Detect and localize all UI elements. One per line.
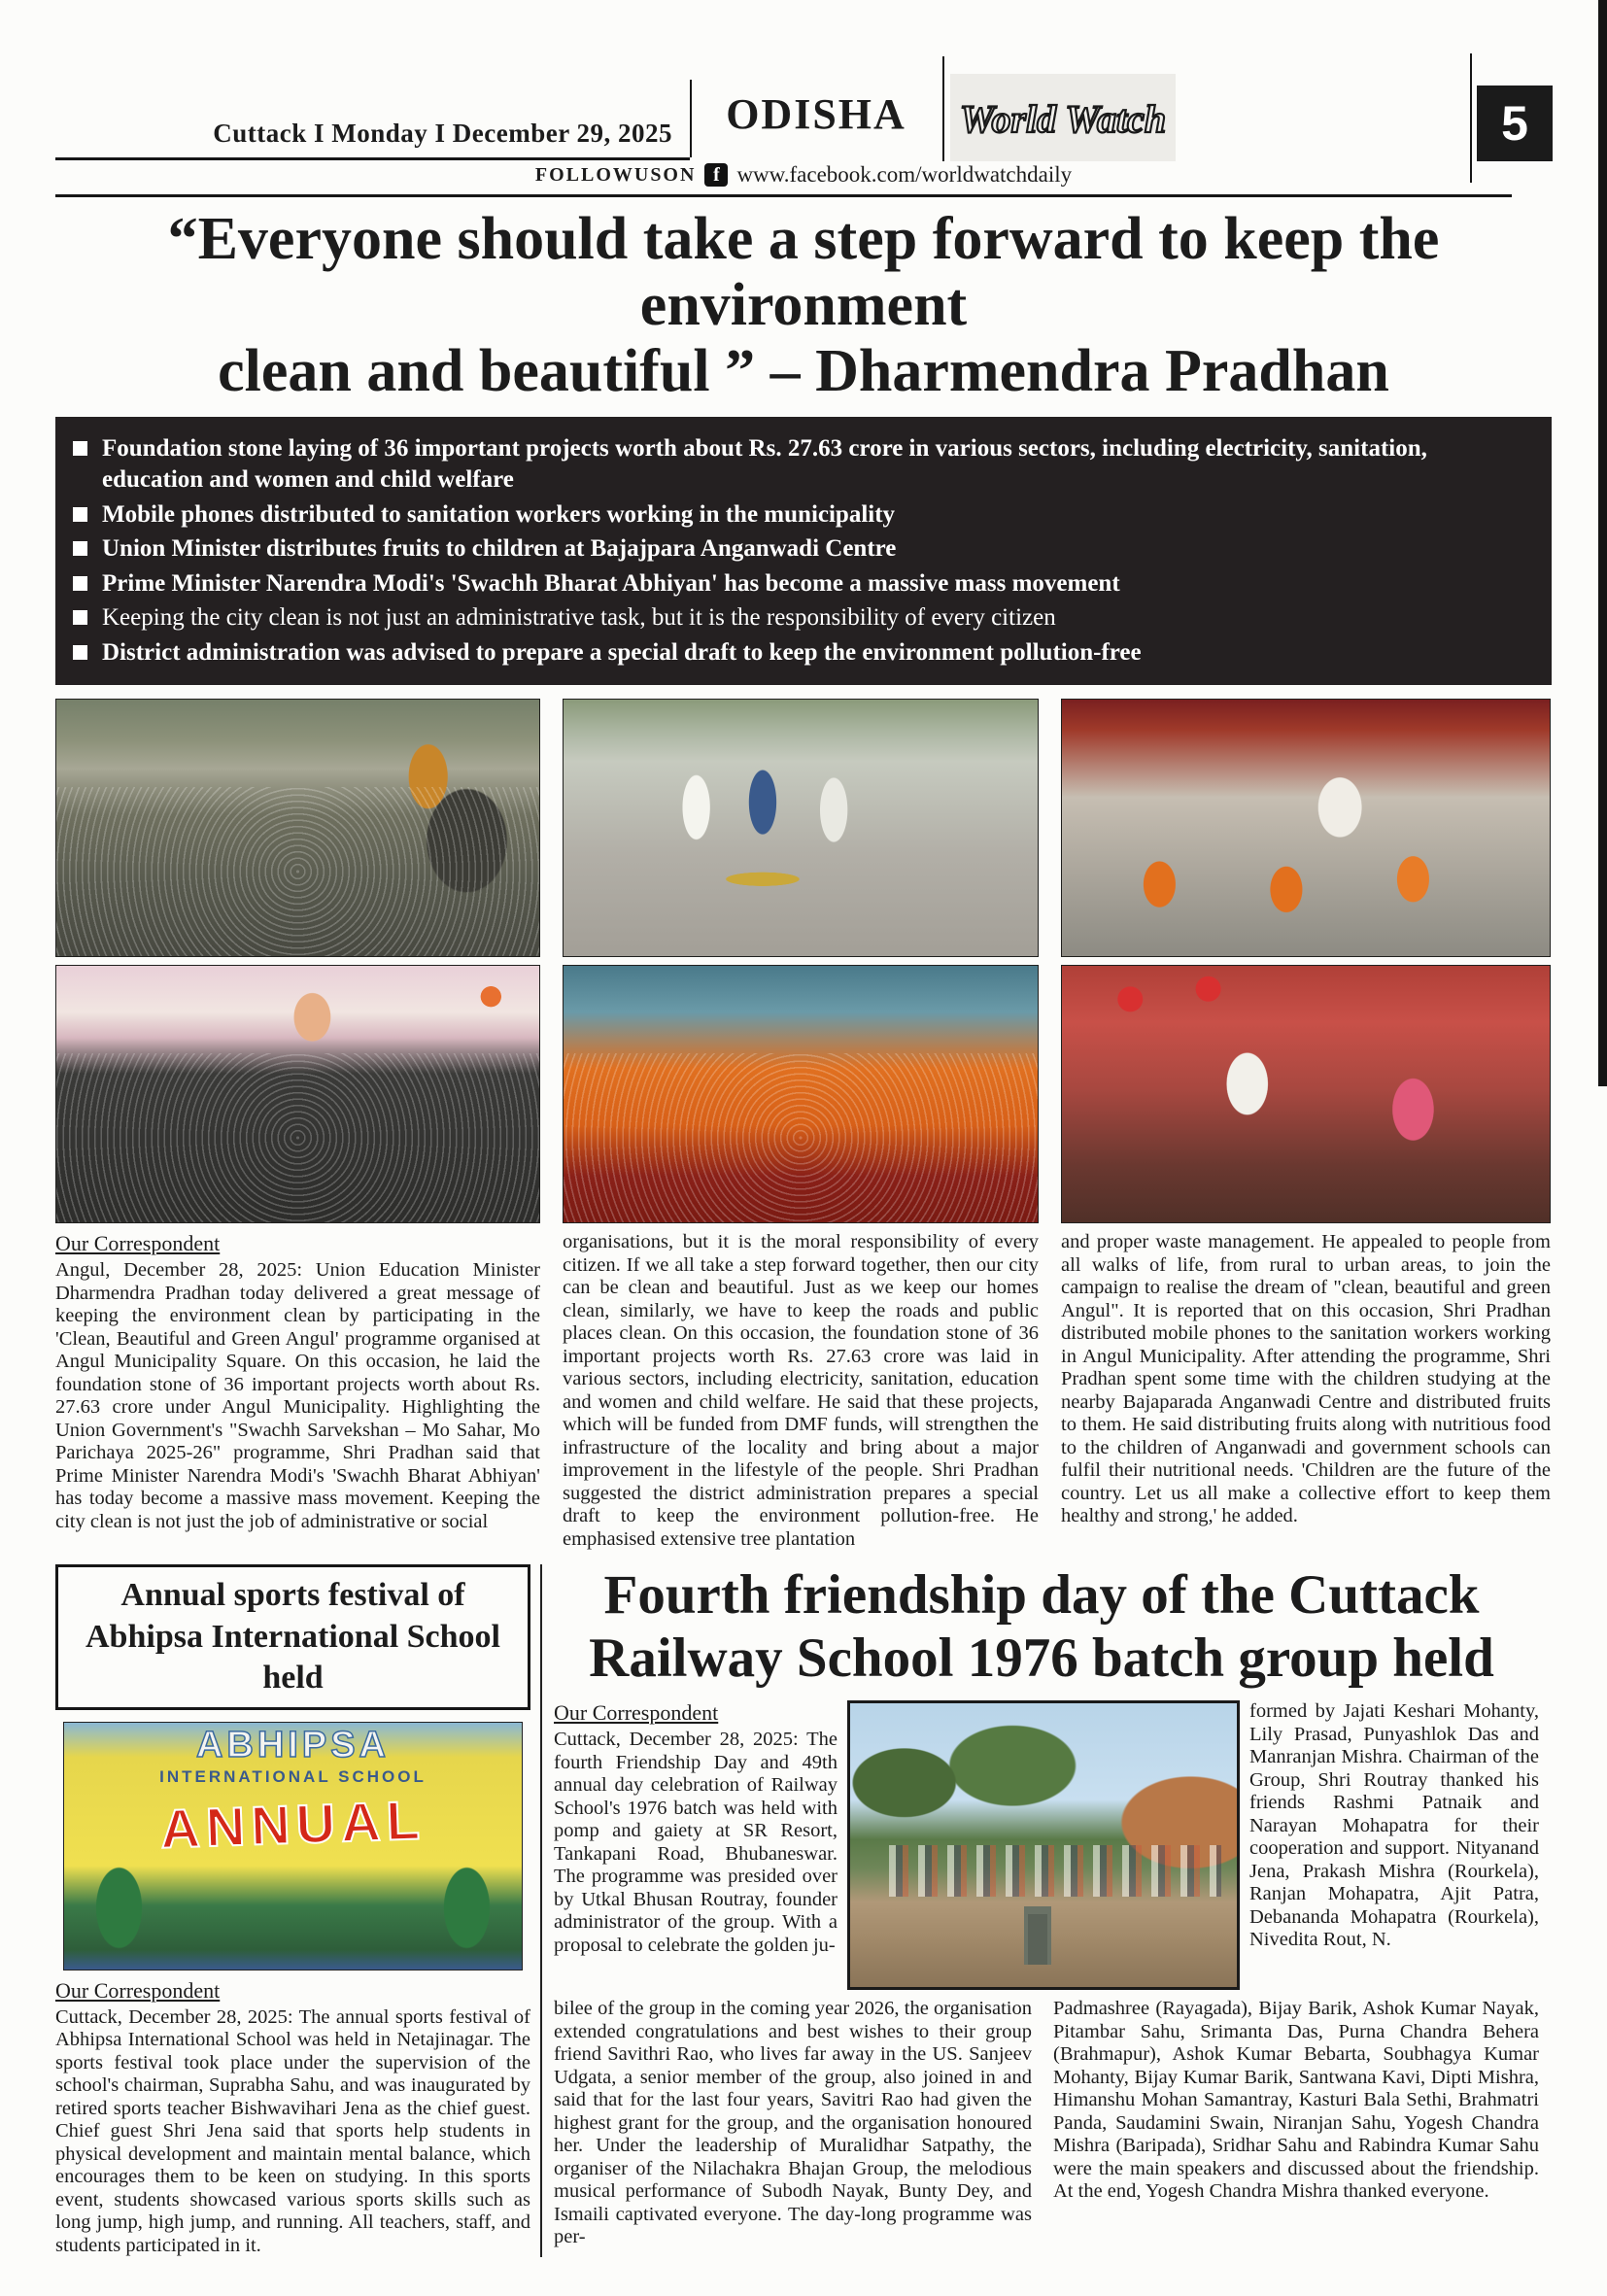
friendship-body-below-left: bilee of the group in the coming year 2026, the organisation extended congratulations and best wishes to their group friend Savithri Rao, who lives far away in the US. Sanjeev Udgata, a senior member of the group, also joined in and said that for the last four years, Savitri Rao had given the highest grant for the group, and the organisation honoured her. Under the leadership of Muralidhar Satpathy, the organiser of the Nilachakra Bhajan Group, the melodious musical performance of Subodh Nayak, Bunty Dey, and Ismaili captivated everyone. The day-long programme was per-: [554, 1998, 1032, 2247]
section-title: ODISHA: [726, 90, 906, 138]
friendship-body-below-right: Padmashree (Rayagada), Bijay Barik, Ashok Kumar Nayak, Pitambar Sahu, Srimanta Das, Purna Chandra Behera (Brahmapur), Ashok Kumar Bebarta, Soubhagya Kumar Mohanty, Bijay Kumar Barik, Santwana Kavi, Dipti Mishra, Himanshu Mohan Samantray, Kasturi Bala Sethi, Brahmatri Panda, Saudamini Swain, Niranjan Sahu, Yogesh Chandra Mishra (Baripada), Sridhar Sahu and Rabindra Kumar Sahu were the main speakers and discussed about the friendship. At the end, Yogesh Chandra Mishra thanked everyone.: [1053, 1998, 1539, 2202]
group-of-people: [889, 1845, 1221, 1897]
banner-school-sub: INTERNATIONAL SCHOOL: [159, 1766, 427, 1786]
lead-headline-line2: clean and beautiful ” – Dharmendra Pradhan: [218, 338, 1389, 405]
photo-railway-batch-group: [847, 1700, 1240, 1990]
byline: Our Correspondent: [55, 1977, 221, 2003]
photo-sanitation-workers: [563, 965, 1039, 1223]
logo-art: [952, 78, 1174, 157]
highlight-item: [73, 533, 1534, 565]
crowd-texture: [564, 1053, 1038, 1222]
bullet-square-icon: [73, 576, 87, 591]
byline: Our Correspondent: [554, 1700, 719, 1725]
friendship-lower-row: [554, 1998, 1539, 2249]
photo-road-sweeping: [563, 699, 1039, 957]
bullet-square-icon: [73, 645, 87, 660]
lead-body-col3: and proper waste management. He appealed to people from all walks of life, from rural to urban areas, to join the campaign to realise the dream of "clean, beautiful and green Angul". It is reported that on this occasion, Shri Pradhan distributed mobile phones to the sanitation workers working in Angul Municipality. After attending the programme, Shri Pradhan spent some time with the children studying at the nearby Bajaparada Anganwadi Centre and distributed fruits to them. He said distributing fruits along with nutritious food to the children of Anganwadi and government schools can fulfil their nutritional needs. 'Children are the future of the country. Let us all make a collective effort to keep them healthy and strong,' he added.: [1061, 1231, 1551, 1527]
bullet-square-icon: [73, 610, 87, 625]
bottom-section: [55, 1564, 1552, 2257]
follow-line: [55, 162, 1552, 188]
masthead: [0, 0, 1607, 198]
sports-headline: Annual sports festival of Abhipsa International School held: [55, 1564, 530, 1710]
logo-text: World Watch: [959, 97, 1167, 141]
friendship-headline-line1: Fourth friendship day of the Cuttack: [603, 1564, 1480, 1627]
friendship-left-column: [554, 1700, 838, 1990]
photo-abhipsa-sports-festival: [63, 1722, 523, 1970]
lead-photo-grid: [55, 699, 1552, 1223]
lead-headline: [55, 206, 1552, 405]
page-number: 5: [1477, 86, 1553, 161]
friendship-body-right: formed by Jajati Keshari Mohanty, Lily Prasad, Punyashlok Das and Manranjan Mishra. Chairman of the Group, Shri Routray thanked his friends Rashmi Patnaik and Narayan Mohapatra for their cooperation and support. Nityanand Jena, Prakash Mishra (Rourkela), Ranjan Mohapatra, Ajit Patra, Debananda Mohapatra (Rourkela), Nivedita Rout, N.: [1249, 1700, 1539, 1950]
friendship-headline: [554, 1564, 1529, 1691]
divider: [942, 56, 944, 161]
highlight-item: [73, 568, 1534, 600]
lead-column-2: [563, 1231, 1039, 1551]
facebook-icon: f: [704, 163, 728, 187]
facebook-url: www.facebook.com/worldwatchdaily: [736, 162, 1073, 187]
newspaper-logo: [950, 74, 1176, 161]
crowd-texture: [56, 787, 539, 956]
bullet-square-icon: [73, 541, 87, 556]
lead-story-columns: [55, 1231, 1552, 1551]
highlight-text: District administration was advised to prepare a special draft to keep the environment pollution-free: [102, 638, 1142, 666]
photo-crowd-at-statue: [55, 699, 540, 957]
lead-headline-line1: “Everyone should take a step forward to keep the environment: [167, 206, 1440, 339]
highlight-text: Prime Minister Narendra Modi's 'Swachh Bharat Abhiyan' has become a massive mass movement: [102, 569, 1120, 597]
highlight-text: Union Minister distributes fruits to children at Bajajpara Anganwadi Centre: [102, 535, 897, 563]
photo-fruit-distribution: [1061, 965, 1551, 1223]
sports-body: Cuttack, December 28, 2025: The annual sports festival of Abhipsa International School was held in Netajinagar. The sports festival took place under the supervision of the school's chairman, Suprabha Sahu, and was inaugurated by retired sports teacher Bishwavihari Jena as the chief guest. Chief guest Shri Jena said that sports help students in physical development and maintain mental balance, which encourages them to be keen on studying. In this sports event, students showcased various sports skills such as long jump, high jump, and running. All teachers, staff, and students participated in it.: [55, 2005, 530, 2256]
bullet-square-icon: [73, 441, 87, 456]
highlight-item: [73, 499, 1534, 531]
lead-body-col2: organisations, but it is the moral responsibility of every citizen. If we all take a step forward together, then our city can be clean and beautiful. Just as we keep our homes clean, similarly, we have to keep the roads and public places clean. On this occasion, the foundation stone of 36 important projects worth Rs. 27.63 crore was laid in various sectors, including electricity, sanitation, education and women and child welfare. He said that these projects, which will be funded from DMF funds, will strengthen the infrastructure of the locality and bring about a major improvement in the lifestyle of the people. Shri Pradhan suggested the district administration prepares a special draft to keep the environment pollution-free. He emphasised extensive tree plantation: [563, 1231, 1039, 1550]
friendship-story: [540, 1564, 1539, 2257]
crowd-texture: [56, 1053, 539, 1222]
lamp-bollard: [1028, 1914, 1047, 1965]
highlight-text: Mobile phones distributed to sanitation workers working in the municipality: [102, 500, 896, 528]
sports-story: [55, 1564, 540, 2257]
highlight-text: Keeping the city clean is not just an administrative task, but it is the responsibility of every citizen: [102, 604, 1056, 632]
banner-school-name: ABHIPSA: [195, 1724, 391, 1765]
highlight-item: [73, 602, 1534, 634]
highlight-item: [73, 637, 1534, 669]
rule: [55, 157, 690, 160]
friendship-headline-line2: Railway School 1976 batch group held: [589, 1628, 1494, 1690]
highlight-text: Foundation stone laying of 36 important projects worth about Rs. 27.63 crore in various sectors, including electricity, sanitation, education and women and child welfare: [102, 434, 1427, 494]
follow-prefix: FOLLOWUSON: [534, 163, 697, 186]
rule: [55, 194, 1512, 197]
lead-column-3: [1061, 1231, 1551, 1551]
highlight-item: [73, 433, 1534, 497]
dateline: Cuttack I Monday I December 29, 2025: [213, 119, 672, 148]
photo-phone-distribution: [1061, 699, 1551, 957]
friendship-body-left: Cuttack, December 28, 2025: The fourth Friendship Day and 49th annual day celebration of Railway School's 1976 batch was held with pomp and gaiety at SR Resort, Tankapani Road, Bhubaneswar. The programme was presided over by Utkal Bhusan Routray, founder administrator of the group. With a proposal to celebrate the golden ju-: [554, 1729, 838, 1956]
lead-body-col1: Angul, December 28, 2025: Union Education Minister Dharmendra Pradhan today delivered a great message of keeping the environment clean by participating in the 'Clean, Beautiful and Green Angul' programme organised at Angul Municipality Square. On this occasion, he laid the foundation stone of 36 important projects worth about Rs. 27.63 crore under Angul Municipality. Highlighting the Union Government's "Swachh Sarvekshan – Mo Sahar, Mo Parichaya 2025-26" programme, Shri Pradhan said that Prime Minister Narendra Modi's 'Swachh Bharat Abhiyan' has today become a massive mass movement. Keeping the city clean is not just the job of administrative or social: [55, 1259, 540, 1532]
byline: Our Correspondent: [55, 1231, 221, 1256]
photo-stage-crowd: [55, 965, 540, 1223]
banner-annual-text: ANNUAL: [159, 1788, 427, 1860]
highlights-box: [55, 417, 1552, 686]
friendship-upper-row: [554, 1700, 1539, 1990]
bullet-square-icon: [73, 507, 87, 522]
lead-column-1: [55, 1231, 540, 1551]
